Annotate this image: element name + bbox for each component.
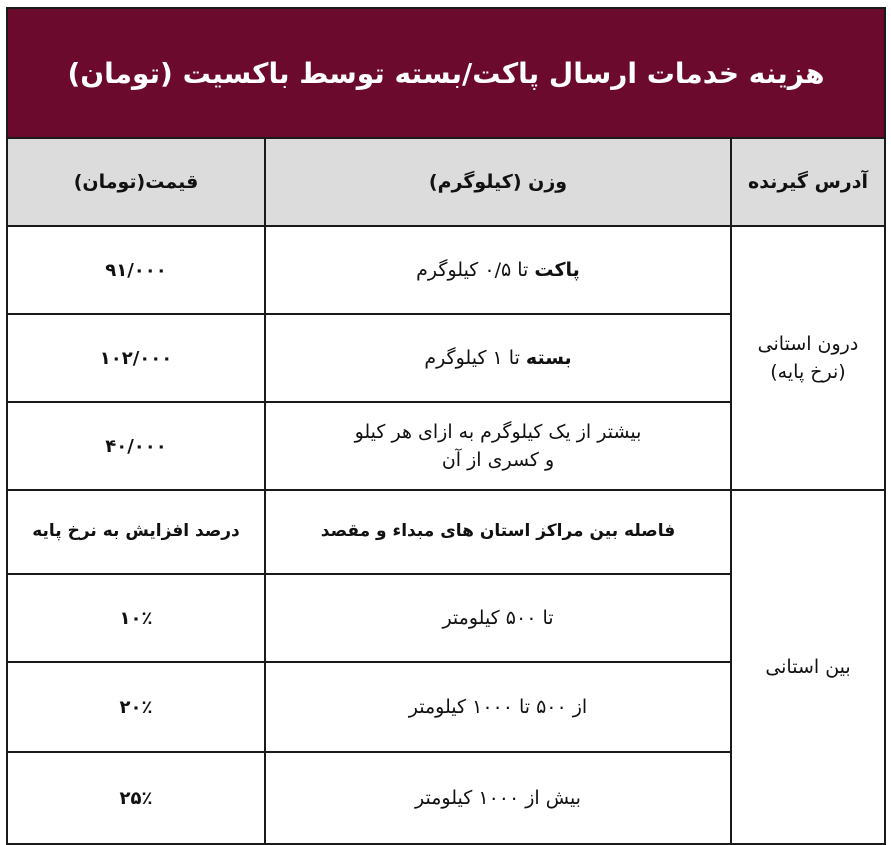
- package-label: بسته: [525, 346, 572, 369]
- price-cell: ۴۰/۰۰۰: [7, 402, 265, 490]
- header-price: قیمت(تومان): [7, 138, 265, 226]
- inter-province-label: بین استانی: [731, 490, 885, 844]
- envelope-label: پاکت: [534, 258, 580, 281]
- percent-cell: ۲۵٪: [7, 752, 265, 844]
- shipping-cost-table: [6, 7, 886, 845]
- percent-cell: ۲۰٪: [7, 662, 265, 752]
- percent-cell: ۱۰٪: [7, 574, 265, 662]
- intra-label-line2: (نرخ پایه): [770, 361, 846, 383]
- weight-text: تا ۱ کیلوگرم: [424, 346, 520, 369]
- header-weight: وزن (کیلوگرم): [265, 138, 731, 226]
- weight-cell: [265, 314, 731, 402]
- intra-province-label: [731, 226, 885, 490]
- table-title: هزینه خدمات ارسال پاکت/بسته توسط باکسیت (تومان): [7, 8, 885, 138]
- distance-cell: بیش از ۱۰۰۰ کیلومتر: [265, 752, 731, 844]
- price-cell: ۹۱/۰۰۰: [7, 226, 265, 314]
- intra-label-line1: درون استانی: [757, 332, 859, 355]
- header-address: آدرس گیرنده: [731, 138, 885, 226]
- weight-text: تا ۰/۵ کیلوگرم: [416, 258, 529, 281]
- price-cell: ۱۰۲/۰۰۰: [7, 314, 265, 402]
- distance-cell: تا ۵۰۰ کیلومتر: [265, 574, 731, 662]
- table-row: [7, 226, 885, 314]
- distance-cell: از ۵۰۰ تا ۱۰۰۰ کیلومتر: [265, 662, 731, 752]
- distance-subheader: فاصله بین مراکز استان های مبداء و مقصد: [265, 490, 731, 574]
- title-row: [7, 8, 885, 138]
- weight-cell: [265, 402, 731, 490]
- weight-text-line2: و کسری از آن: [441, 449, 555, 471]
- percent-subheader: درصد افزایش به نرخ پایه: [7, 490, 265, 574]
- weight-text-line1: بیشتر از یک کیلوگرم به ازای هر کیلو: [354, 420, 642, 443]
- table-row: [7, 490, 885, 574]
- weight-cell: [265, 226, 731, 314]
- header-row: [7, 138, 885, 226]
